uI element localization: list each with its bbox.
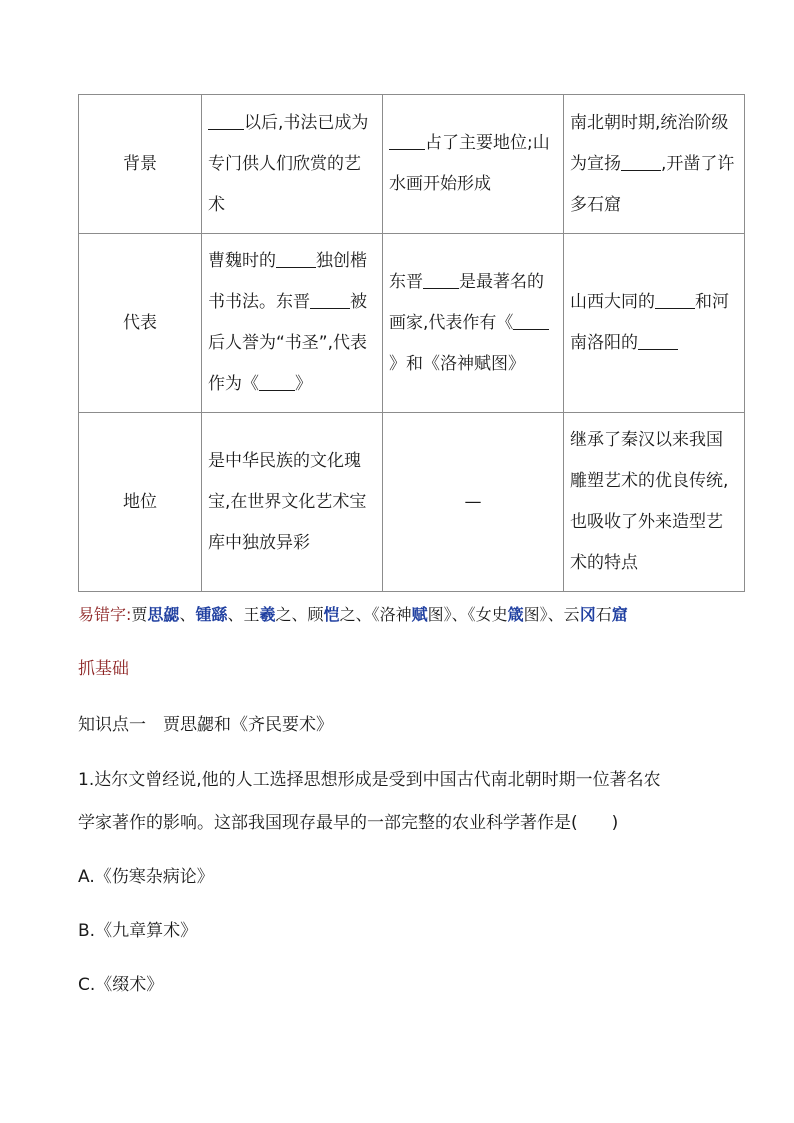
option-c[interactable]: C.《缀术》 xyxy=(78,975,164,995)
table-cell: — xyxy=(383,413,564,592)
section-title: 抓基础 xyxy=(78,659,129,679)
fill-blank xyxy=(655,291,695,309)
fill-blank xyxy=(310,291,350,309)
table-cell: 曹魏时的 独创楷书书法。东晋 被后人誉为“书圣”,代表作为《 》 xyxy=(202,234,383,413)
option-a[interactable]: A.《伤寒杂病论》 xyxy=(78,867,214,887)
table-row xyxy=(79,413,745,592)
fill-blank xyxy=(513,312,549,330)
table-cell: 山西大同的 和河南洛阳的 xyxy=(564,234,745,413)
table-cell: 以后,书法已成为专门供人们欣赏的艺术 xyxy=(202,95,383,234)
option-b[interactable]: B.《九章算术》 xyxy=(78,921,198,941)
row-header: 代表 xyxy=(79,234,202,413)
table-row xyxy=(79,95,745,234)
table-cell: 继承了秦汉以来我国雕塑艺术的优良传统,也吸收了外来造型艺术的特点 xyxy=(564,413,745,592)
knowledge-point-heading: 知识点一 贾思勰和《齐民要术》 xyxy=(78,715,333,735)
error-label: 易错字: xyxy=(78,605,132,624)
fill-blank xyxy=(621,153,661,171)
error-prone-characters: 易错字:贾思勰、锺繇、王羲之、顾恺之、《洛神赋图》、《女史箴图》、云冈石窟 xyxy=(78,605,628,624)
question-text-line-2: 学家著作的影响。这部我国现存最早的一部完整的农业科学著作是( ) xyxy=(78,813,619,833)
question-text-line-1: 1.达尔文曾经说,他的人工选择思想形成是受到中国古代南北朝时期一位著名农 xyxy=(78,770,661,790)
table-cell: 是中华民族的文化瑰宝,在世界文化艺术宝库中独放异彩 xyxy=(202,413,383,592)
fill-blank xyxy=(423,271,459,289)
fill-blank xyxy=(276,250,316,268)
row-header: 地位 xyxy=(79,413,202,592)
table-row xyxy=(79,234,745,413)
culture-table xyxy=(78,94,745,592)
fill-blank xyxy=(208,112,244,130)
table-cell: 占了主要地位;山水画开始形成 xyxy=(383,95,564,234)
fill-blank xyxy=(638,332,678,350)
table-cell: 东晋 是最著名的画家,代表作有《》和《洛神赋图》 xyxy=(383,234,564,413)
table-cell: 南北朝时期,统治阶级为宣扬 ,开凿了许多石窟 xyxy=(564,95,745,234)
fill-blank xyxy=(389,132,425,150)
fill-blank xyxy=(259,373,295,391)
row-header: 背景 xyxy=(79,95,202,234)
